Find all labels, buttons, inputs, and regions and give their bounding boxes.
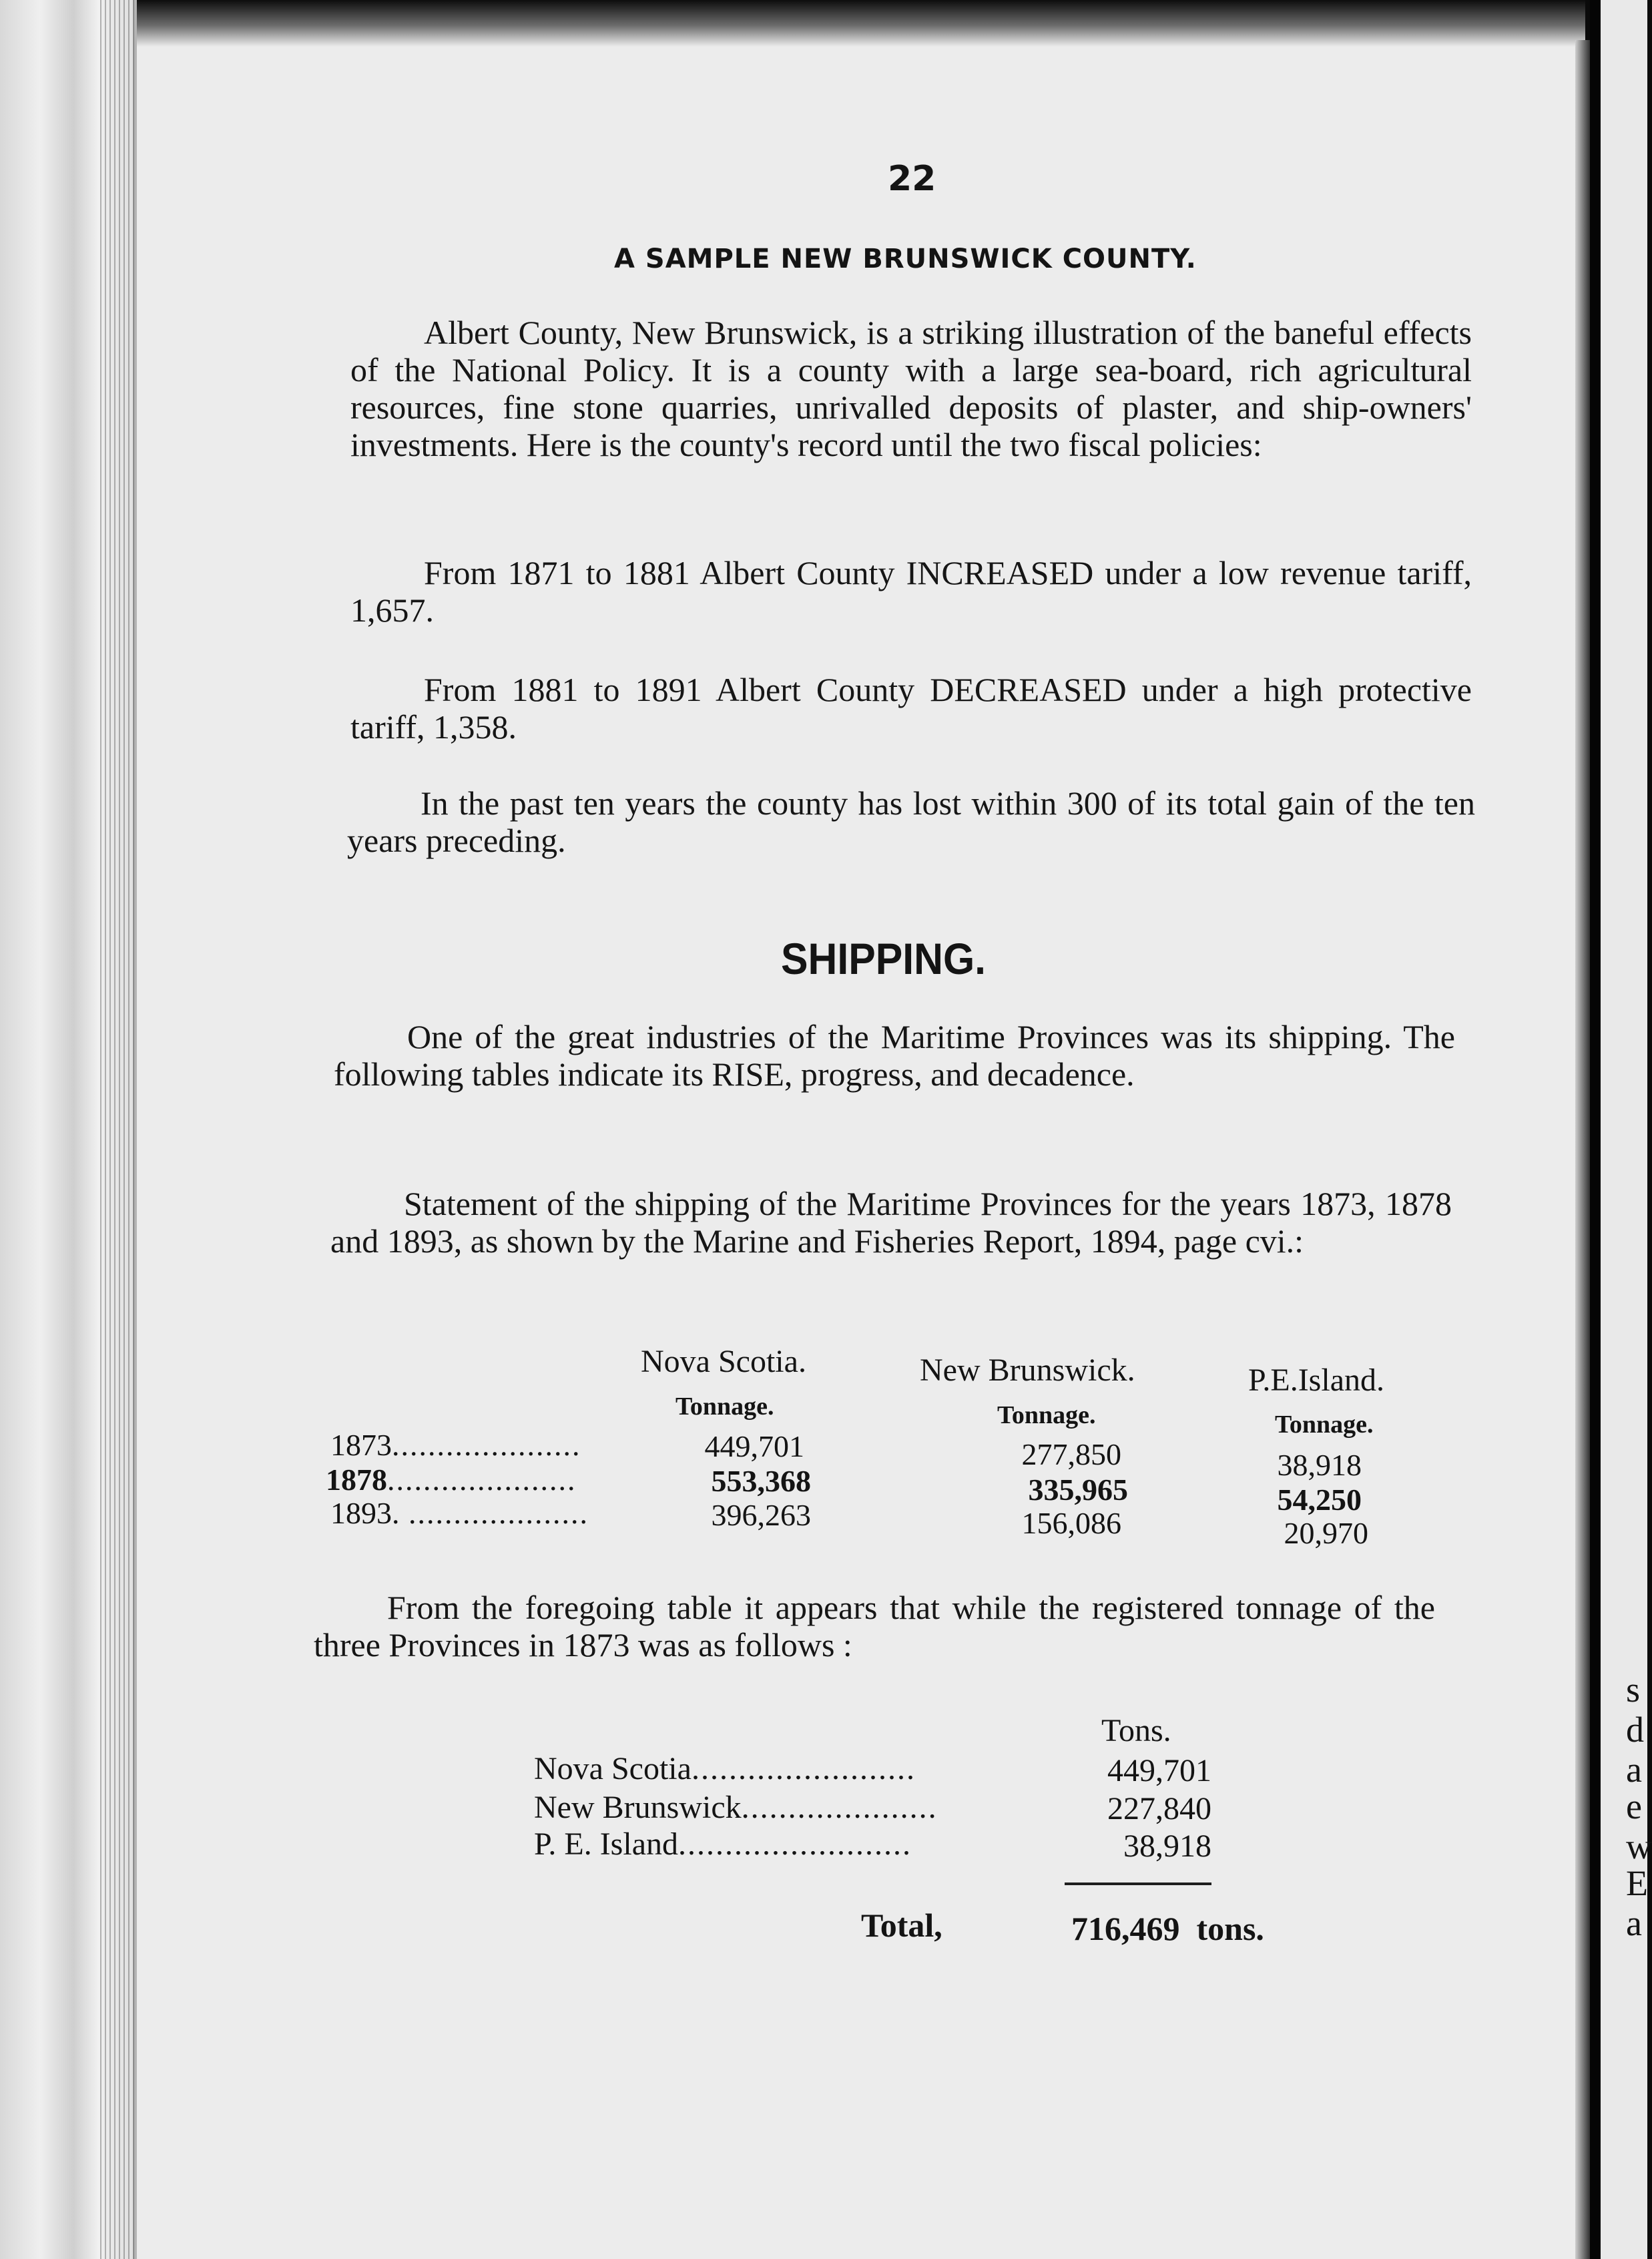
column-header-pei: P.E.Island.	[1248, 1362, 1384, 1398]
paragraph-shipping-intro	[334, 1018, 1455, 1093]
table-cell: 156,086	[1021, 1506, 1121, 1540]
paragraph-loss	[347, 784, 1475, 859]
paragraph-text: From the foregoing table it appears that while the registered tonnage of the three Provinces in 1873 was as follows :	[314, 1589, 1435, 1664]
table-cell: 449,701	[704, 1429, 804, 1463]
column-unit-pei: Tonnage.	[1275, 1411, 1374, 1439]
paragraph-statement	[330, 1185, 1452, 1260]
table-row-year: 1873.....................	[330, 1428, 581, 1462]
paragraph-text: Statement of the shipping of the Maritime Provinces for the years 1873, 1878 and 1893, as shown by the Marine and Fisheries Report, 1894, page cvi.:	[330, 1185, 1452, 1260]
shipping-heading: SHIPPING.	[781, 934, 987, 983]
table-cell: 396,263	[711, 1498, 811, 1532]
table-cell: 553,368	[711, 1464, 811, 1498]
summary-row-label: P. E. Island.........................	[534, 1826, 912, 1862]
facing-page-letter: d	[1626, 1710, 1644, 1750]
paragraph-text: One of the great industries of the Maritime Provinces was its shipping. The following tables indicate its RISE, progress, and decadence.	[334, 1018, 1455, 1093]
column-unit-new-brunswick: Tonnage.	[997, 1401, 1096, 1429]
facing-page-letter: a	[1626, 1750, 1642, 1790]
paragraph-text: From 1871 to 1881 Albert County INCREASED under a low revenue tariff, 1,657.	[350, 554, 1472, 629]
total-label: Total,	[861, 1907, 942, 1944]
column-header-new-brunswick: New Brunswick.	[920, 1352, 1135, 1388]
total-unit: tons.	[1196, 1910, 1264, 1947]
summary-row-label: New Brunswick.....................	[534, 1790, 938, 1825]
paragraph-text: In the past ten years the county has lost within 300 of its total gain of the ten years preceding.	[347, 784, 1475, 859]
column-unit-nova-scotia: Tonnage.	[675, 1393, 774, 1421]
table-cell: 335,965	[1028, 1473, 1128, 1507]
total-rule	[1065, 1882, 1211, 1885]
section-title: A SAMPLE NEW BRUNSWICK COUNTY.	[614, 244, 1197, 274]
summary-row-value: 227,840	[1107, 1791, 1211, 1826]
paragraph-text: From 1881 to 1891 Albert County DECREASED under a high protective tariff, 1,358.	[350, 671, 1472, 746]
paragraph-text: Albert County, New Brunswick, is a striking illustration of the baneful effects of the National Policy. It is a county with a large sea-board, rich agricultural resources, fine stone quarries, unrivalled deposits of plaster, and ship-owners' investments. Here is the county's record until the two fiscal policies:	[350, 314, 1472, 463]
table-cell: 54,250	[1277, 1483, 1362, 1517]
summary-row-value: 38,918	[1123, 1828, 1211, 1864]
table-cell: 277,850	[1021, 1437, 1121, 1471]
scan-top-shadow	[137, 0, 1585, 47]
page-stack-edges	[100, 0, 140, 2259]
facing-page-letter: s	[1626, 1670, 1641, 1710]
facing-page-letter: E	[1626, 1863, 1648, 1903]
facing-page-letter: e	[1626, 1786, 1642, 1826]
paragraph-albert-county	[350, 314, 1472, 463]
table-row-year: 1878.....................	[326, 1463, 577, 1497]
page-number: 22	[888, 159, 936, 199]
table-row-year: 1893. ....................	[330, 1496, 589, 1530]
paragraph-increase	[350, 554, 1472, 629]
facing-page-letter: a	[1626, 1903, 1642, 1943]
table-cell: 20,970	[1284, 1516, 1368, 1550]
column-header-nova-scotia: Nova Scotia.	[641, 1344, 806, 1379]
table-cell: 38,918	[1277, 1448, 1362, 1482]
facing-page-letter: w	[1626, 1826, 1652, 1866]
total-value: 716,469 tons.	[1071, 1910, 1264, 1947]
tons-header: Tons.	[1101, 1713, 1171, 1748]
paragraph-foregoing	[314, 1589, 1435, 1664]
summary-row-label: Nova Scotia........................	[534, 1751, 916, 1786]
paragraph-decrease	[350, 671, 1472, 746]
summary-row-value: 449,701	[1107, 1753, 1211, 1788]
page-edge-shadow	[1575, 40, 1590, 2259]
